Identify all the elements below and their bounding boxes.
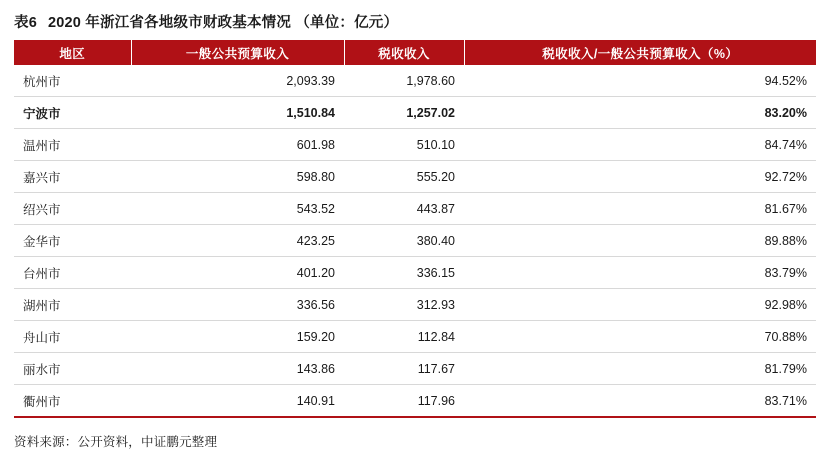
cell-region: 湖州市: [14, 289, 131, 321]
cell-region: 丽水市: [14, 353, 131, 385]
cell-tax-revenue: 380.40: [344, 225, 464, 257]
table-row: [14, 129, 816, 161]
cell-region: 宁波市: [14, 97, 131, 129]
table-row: [14, 321, 816, 353]
table-row: [14, 385, 816, 418]
cell-budget-revenue: 401.20: [131, 257, 344, 289]
cell-tax-revenue: 112.84: [344, 321, 464, 353]
table-row: [14, 161, 816, 193]
source-note: 资料来源：公开资料，中证鹏元整理: [14, 435, 218, 449]
cell-tax-ratio: 81.79%: [464, 353, 816, 385]
cell-tax-ratio: 81.67%: [464, 193, 816, 225]
cell-region: 舟山市: [14, 321, 131, 353]
table-row: [14, 97, 816, 129]
table-header-row: [14, 40, 816, 65]
column-header-budget-revenue: 一般公共预算收入: [131, 40, 344, 65]
table-row: [14, 257, 816, 289]
cell-tax-revenue: 117.67: [344, 353, 464, 385]
cell-tax-revenue: 312.93: [344, 289, 464, 321]
cell-region: 温州市: [14, 129, 131, 161]
cell-region: 嘉兴市: [14, 161, 131, 193]
cell-tax-revenue: 443.87: [344, 193, 464, 225]
cell-tax-revenue: 117.96: [344, 385, 464, 418]
cell-tax-ratio: 92.98%: [464, 289, 816, 321]
table-caption-label: 表6: [14, 15, 37, 31]
cell-tax-ratio: 89.88%: [464, 225, 816, 257]
table-caption: [14, 0, 816, 40]
table-row: [14, 353, 816, 385]
cell-region: 台州市: [14, 257, 131, 289]
cell-budget-revenue: 543.52: [131, 193, 344, 225]
cell-region: 衢州市: [14, 385, 131, 418]
cell-tax-revenue: 510.10: [344, 129, 464, 161]
table-row: [14, 289, 816, 321]
table-header: [14, 40, 816, 65]
cell-region: 杭州市: [14, 65, 131, 97]
cell-tax-ratio: 83.20%: [464, 97, 816, 129]
cell-budget-revenue: 2,093.39: [131, 65, 344, 97]
cell-region: 金华市: [14, 225, 131, 257]
cell-tax-revenue: 1,978.60: [344, 65, 464, 97]
cell-tax-revenue: 336.15: [344, 257, 464, 289]
table-caption-text: 2020 年浙江省各地级市财政基本情况 （单位：亿元）: [47, 15, 399, 31]
table-body: [14, 65, 816, 417]
cell-tax-revenue: 555.20: [344, 161, 464, 193]
column-header-region: 地区: [14, 40, 131, 65]
cell-budget-revenue: 1,510.84: [131, 97, 344, 129]
cell-region: 绍兴市: [14, 193, 131, 225]
financial-table: [14, 40, 816, 418]
cell-budget-revenue: 423.25: [131, 225, 344, 257]
table-row: [14, 193, 816, 225]
column-header-tax-ratio: 税收收入/一般公共预算收入（%）: [464, 40, 816, 65]
cell-tax-ratio: 83.71%: [464, 385, 816, 418]
cell-budget-revenue: 159.20: [131, 321, 344, 353]
column-header-tax-revenue: 税收收入: [344, 40, 464, 65]
table-row: [14, 225, 816, 257]
cell-budget-revenue: 336.56: [131, 289, 344, 321]
cell-tax-ratio: 92.72%: [464, 161, 816, 193]
cell-budget-revenue: 601.98: [131, 129, 344, 161]
table-row: [14, 65, 816, 97]
cell-tax-ratio: 94.52%: [464, 65, 816, 97]
cell-tax-revenue: 1,257.02: [344, 97, 464, 129]
cell-tax-ratio: 83.79%: [464, 257, 816, 289]
cell-tax-ratio: 84.74%: [464, 129, 816, 161]
cell-tax-ratio: 70.88%: [464, 321, 816, 353]
cell-budget-revenue: 140.91: [131, 385, 344, 418]
cell-budget-revenue: 143.86: [131, 353, 344, 385]
cell-budget-revenue: 598.80: [131, 161, 344, 193]
